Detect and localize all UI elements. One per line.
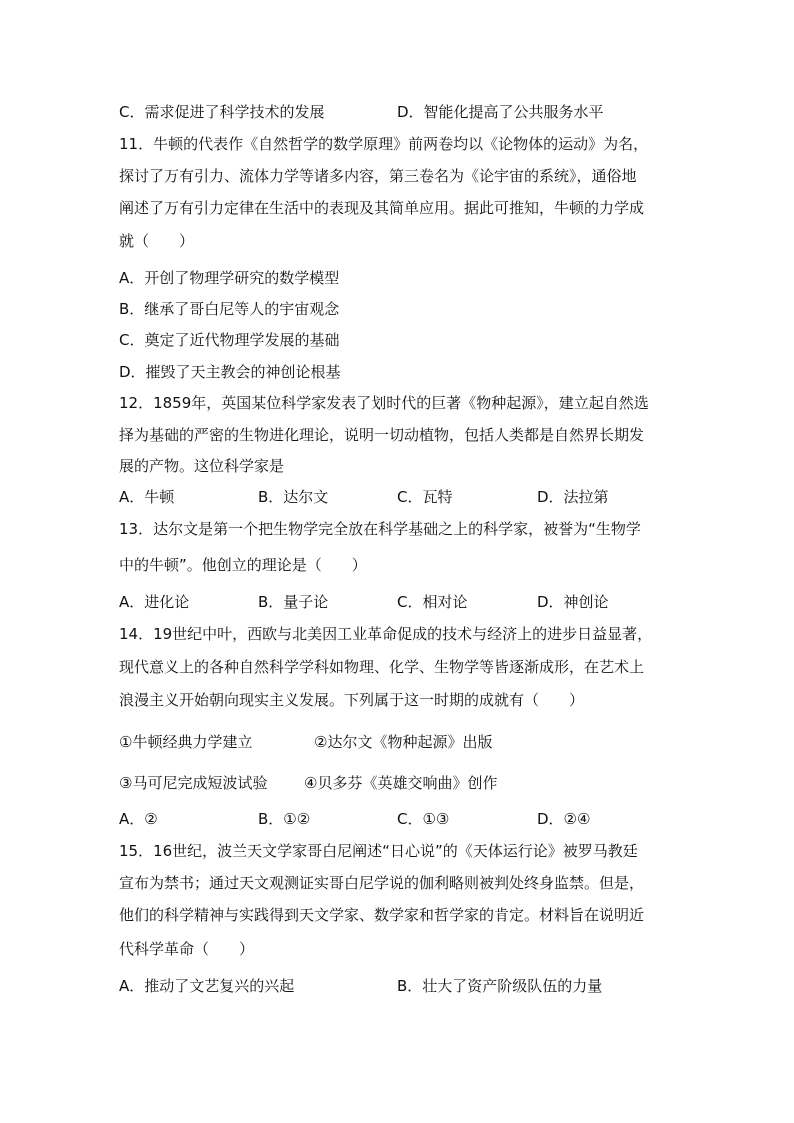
q11-stem-line-2: 探讨了万有引力、流体力学等诸多内容，第三卷名为《论宇宙的系统》，通俗地 — [119, 167, 637, 185]
q15-stem-line-1: 15．16世纪，波兰天文学家哥白尼阐述“日心说”的《天体运行论》被罗马教廷 — [119, 842, 638, 860]
q13-stem-line-1: 13．达尔文是第一个把生物学完全放在科学基础之上的科学家，被誉为“生物学 — [119, 520, 641, 538]
q12-option-c: C．瓦特 — [397, 488, 453, 506]
q15-stem-line-2: 宣布为禁书；通过天文观测证实哥白尼学说的伽利略则被判处终身监禁。但是， — [119, 874, 645, 892]
q15-option-b: B．壮大了资产阶级队伍的力量 — [397, 977, 603, 995]
q14-item-4: ④贝多芬《英雄交响曲》创作 — [304, 774, 498, 792]
q11-option-d: D．摧毁了天主教会的神创论根基 — [119, 363, 341, 381]
q12-option-d: D．法拉第 — [537, 488, 609, 506]
q14-item-1: ①牛顿经典力学建立 — [119, 733, 253, 751]
q12-stem-line-1: 12．1859年，英国某位科学家发表了划时代的巨著《物种起源》，建立起自然选 — [119, 394, 649, 412]
q14-stem-line-1: 14．19世纪中叶，西欧与北美因工业革命促成的技术与经济上的进步日益显著， — [119, 625, 653, 643]
q12-option-b: B．达尔文 — [258, 488, 329, 506]
q15-stem-line-4: 代科学革命（ ） — [119, 940, 255, 958]
q10-option-d: D．智能化提高了公共服务水平 — [397, 103, 604, 121]
q13-option-c: C．相对论 — [397, 593, 468, 611]
q13-option-a: A．进化论 — [119, 593, 190, 611]
q14-stem-line-2: 现代意义上的各种自然科学学科如物理、化学、生物学等皆逐渐成形，在艺术上 — [119, 658, 645, 676]
q14-option-a: A．② — [119, 810, 158, 828]
q14-option-d: D．②④ — [537, 810, 591, 828]
q15-stem-line-3: 他们的科学精神与实践得到天文学家、数学家和哲学家的肯定。材料旨在说明近 — [119, 906, 645, 924]
q12-stem-line-3: 展的产物。这位科学家是 — [119, 457, 285, 475]
q12-option-a: A．牛顿 — [119, 488, 175, 506]
q11-stem-line-4: 就（ ） — [119, 232, 195, 250]
q11-stem-line-1: 11．牛顿的代表作《自然哲学的数学原理》前两卷均以《论物体的运动》为名， — [119, 135, 649, 153]
q13-stem-line-2: 中的牛顿”。他创立的理论是（ ） — [119, 556, 367, 574]
q11-option-c: C．奠定了近代物理学发展的基础 — [119, 331, 340, 349]
q14-option-c: C．①③ — [397, 810, 450, 828]
q14-item-2: ②达尔文《物种起源》出版 — [314, 733, 493, 751]
q12-stem-line-2: 择为基础的严密的生物进化理论，说明一切动植物，包括人类都是自然界长期发 — [119, 426, 645, 444]
q13-option-b: B．量子论 — [258, 593, 329, 611]
q11-option-a: A．开创了物理学研究的数学模型 — [119, 269, 340, 287]
q14-item-3: ③马可尼完成短波试验 — [119, 774, 268, 792]
q11-stem-line-3: 阐述了万有引力定律在生活中的表现及其简单应用。据此可推知，牛顿的力学成 — [119, 199, 645, 217]
q13-option-d: D．神创论 — [537, 593, 609, 611]
q10-option-c: C．需求促进了科学技术的发展 — [119, 103, 325, 121]
q14-stem-line-3: 浪漫主义开始朝向现实主义发展。下列属于这一时期的成就有（ ） — [119, 691, 585, 709]
q14-option-b: B．①② — [258, 810, 311, 828]
q15-option-a: A．推动了文艺复兴的兴起 — [119, 977, 295, 995]
q11-option-b: B．继承了哥白尼等人的宇宙观念 — [119, 300, 340, 318]
